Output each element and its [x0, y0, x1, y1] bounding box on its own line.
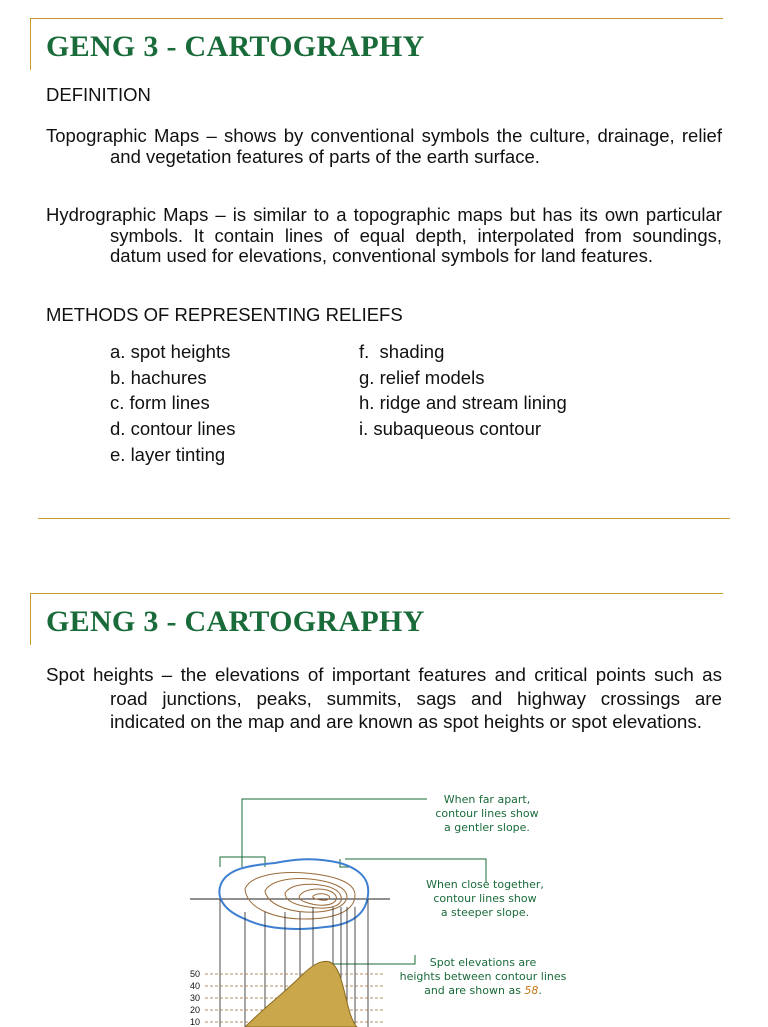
caption-period: . [538, 984, 542, 997]
method-item: c. form lines [110, 392, 210, 413]
caption-steep-slope: When close together, [426, 878, 544, 891]
caption-spot-elevations: Spot elevations are [429, 956, 537, 969]
axis-label: 20 [190, 1005, 201, 1015]
axis-label: 50 [190, 969, 201, 979]
method-item: i. subaqueous contour [359, 418, 542, 439]
axis-label: 40 [190, 981, 201, 991]
slide-bottom-rule [38, 518, 730, 519]
title-rule-left [30, 18, 31, 70]
methods-heading: METHODS OF REPRESENTING RELIEFS [46, 304, 403, 325]
method-item: g. relief models [359, 367, 485, 388]
axis-label: 30 [190, 993, 201, 1003]
caption-gentle-slope: contour lines show [435, 807, 539, 820]
title-rule-left [30, 593, 31, 645]
hill-profile [245, 961, 357, 1027]
slide-title: GENG 3 - CARTOGRAPHY [46, 30, 425, 63]
hydrographic-definition: Hydrographic Maps – is similar to a topographic maps but has its own particular symbols. It contain lines of equal depth, interpolated from soundings, datum used for elevations, conventional symbols for land features. [46, 204, 722, 266]
caption-gentle-slope: a gentler slope. [444, 821, 530, 834]
spot-elevation-value: 58 [524, 984, 539, 997]
method-item: f. shading [359, 341, 445, 362]
method-item: d. contour lines [110, 418, 236, 439]
method-item: a. spot heights [110, 341, 231, 362]
axis-label: 10 [190, 1017, 201, 1027]
caption-spot-elevations: heights between contour lines [399, 970, 567, 983]
caption-spot-elevations-text: and are shown as [424, 984, 525, 997]
method-item: h. ridge and stream lining [359, 392, 567, 413]
slide-2 [0, 575, 768, 1027]
definition-heading: DEFINITION [46, 84, 151, 105]
method-item: b. hachures [110, 367, 207, 388]
caption-spot-elevations [424, 984, 542, 997]
title-rule-top [30, 18, 723, 19]
spot-heights-definition: Spot heights – the elevations of important features and critical points such as road junctions, peaks, summits, sags and highway crossings are indicated on the map and are known as spot heights or spot elevations. [46, 664, 722, 732]
caption-gentle-slope: When far apart, [443, 793, 531, 806]
slide-title: GENG 3 - CARTOGRAPHY [46, 605, 425, 638]
contour-diagram [185, 787, 585, 1027]
method-item: e. layer tinting [110, 444, 226, 465]
topographic-definition: Topographic Maps – shows by conventional symbols the culture, drainage, relief and vegetation features of parts of the earth surface. [46, 125, 722, 167]
caption-steep-slope: contour lines show [433, 892, 537, 905]
caption-steep-slope: a steeper slope. [440, 906, 530, 919]
title-rule-top [30, 593, 723, 594]
